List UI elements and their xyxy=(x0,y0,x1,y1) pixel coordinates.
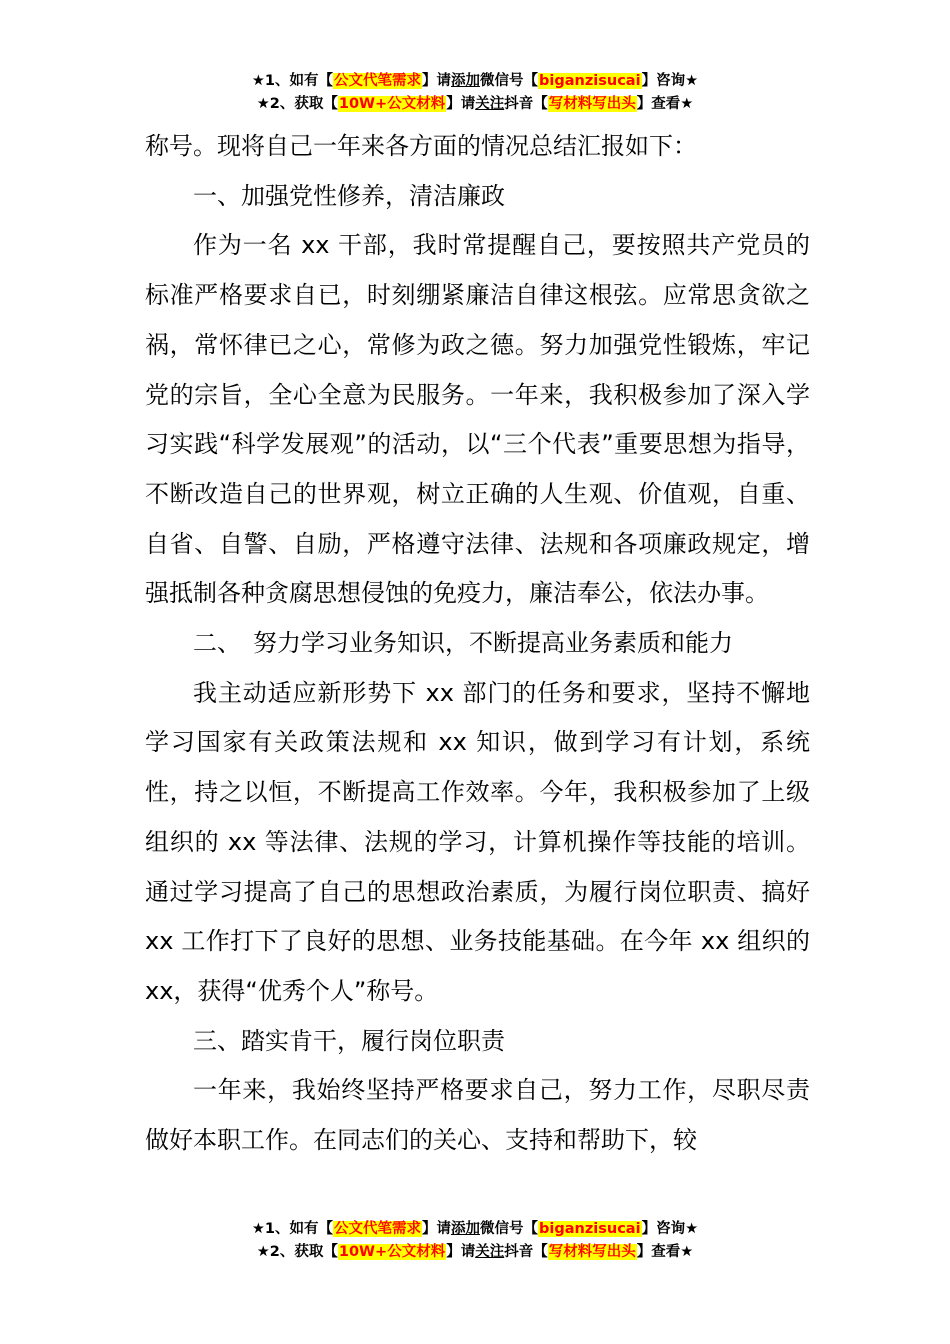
star-icon: ★ xyxy=(256,1244,270,1260)
promo-underlined: 添加 xyxy=(451,1221,481,1237)
paragraph: 一年来，我始终坚持严格要求自己，努力工作，尽职尽责做好本职工作。在同志们的关心、支持和帮助下，较 xyxy=(145,1076,810,1155)
section-heading-3: 三、踏实肯干，履行岗位职责 xyxy=(193,1026,505,1055)
star-icon: ★ xyxy=(685,1221,699,1237)
star-icon: ★ xyxy=(680,96,694,112)
promo-underlined: 添加 xyxy=(451,73,481,89)
promo-text: 抖音【 xyxy=(504,96,548,112)
promo-line-1 xyxy=(0,70,950,93)
promo-line-2 xyxy=(0,1241,950,1264)
promo-underlined: 关注 xyxy=(475,96,505,112)
promo-douyin-account: 写材料写出头 xyxy=(548,1244,636,1260)
footer-promo-banner xyxy=(0,1218,950,1264)
promo-highlight: 公文代笔需求 xyxy=(334,1221,422,1237)
star-icon: ★ xyxy=(251,1221,265,1237)
section-heading-1: 一、加强党性修养，清洁廉政 xyxy=(193,181,505,210)
section-heading-2: 二、 努力学习业务知识，不断提高业务素质和能力 xyxy=(193,629,733,658)
promo-text: 】咨询 xyxy=(641,73,686,89)
promo-text: 】请 xyxy=(446,96,476,112)
promo-text: 抖音【 xyxy=(504,1244,548,1260)
star-icon: ★ xyxy=(251,73,265,89)
promo-text: 】查看 xyxy=(636,96,681,112)
promo-text: 】咨询 xyxy=(641,1221,686,1237)
star-icon: ★ xyxy=(256,96,270,112)
promo-text: 】查看 xyxy=(636,1244,681,1260)
promo-highlight: 公文代笔需求 xyxy=(334,73,422,89)
promo-highlight: 10W+公文材料 xyxy=(338,1244,446,1260)
promo-text: 微信号【 xyxy=(480,73,539,89)
paragraph: 作为一名 xx 干部，我时常提醒自己，要按照共产党员的标准严格要求自已，时刻绷紧廉洁自律这根弦。应常思贪欲之祸，常怀律已之心，常修为政之德。努力加强党性锻炼，牢记党的宗旨，全心全意为民服务。一年来，我积极参加了深入学习实践“科学发展观”的活动，以“三个代表”重要思想为指导，不断改造自己的世界观，树立正确的人生观、价值观，自重、自省、自警、自励，严格遵守法律、法规和各项廉政规定，增强抵制各种贪腐思想侵蚀的免疫力，廉洁奉公，依法办事。 xyxy=(145,231,810,608)
promo-line-1 xyxy=(0,1218,950,1241)
promo-text: 微信号【 xyxy=(480,1221,539,1237)
paragraph-continuation: 称号。现将自己一年来各方面的情况总结汇报如下： xyxy=(145,132,697,160)
star-icon: ★ xyxy=(685,73,699,89)
promo-text: 1、如有【 xyxy=(264,1221,334,1237)
promo-text: 】请 xyxy=(446,1244,476,1260)
promo-highlight: 10W+公文材料 xyxy=(338,96,446,112)
promo-line-2 xyxy=(0,93,950,116)
star-icon: ★ xyxy=(680,1244,694,1260)
promo-text: 2、获取【 xyxy=(269,96,338,112)
promo-text: 2、获取【 xyxy=(269,1244,338,1260)
promo-text: 】请 xyxy=(422,73,452,89)
promo-wechat-id: biganzisucai xyxy=(539,1221,641,1237)
promo-wechat-id: biganzisucai xyxy=(539,73,641,89)
paragraph: 我主动适应新形势下 xx 部门的任务和要求，坚持不懈地学习国家有关政策法规和 xx 知识，做到学习有计划，系统性，持之以恒，不断提高工作效率。今年，我积极参加了上级组织的 xx 等法律、法规的学习，计算机操作等技能的培训。通过学习提高了自己的思想政治素质，为履行岗位职责、搞好 xx 工作打下了良好的思想、业务技能基础。在今年 xx 组织的 xx，获得“优秀个人”称号。 xyxy=(145,678,810,1005)
promo-underlined: 关注 xyxy=(475,1244,505,1260)
header-promo-banner xyxy=(0,70,950,116)
promo-text: 】请 xyxy=(422,1221,452,1237)
document-body xyxy=(145,122,810,1166)
promo-douyin-account: 写材料写出头 xyxy=(548,96,636,112)
promo-text: 1、如有【 xyxy=(264,73,334,89)
